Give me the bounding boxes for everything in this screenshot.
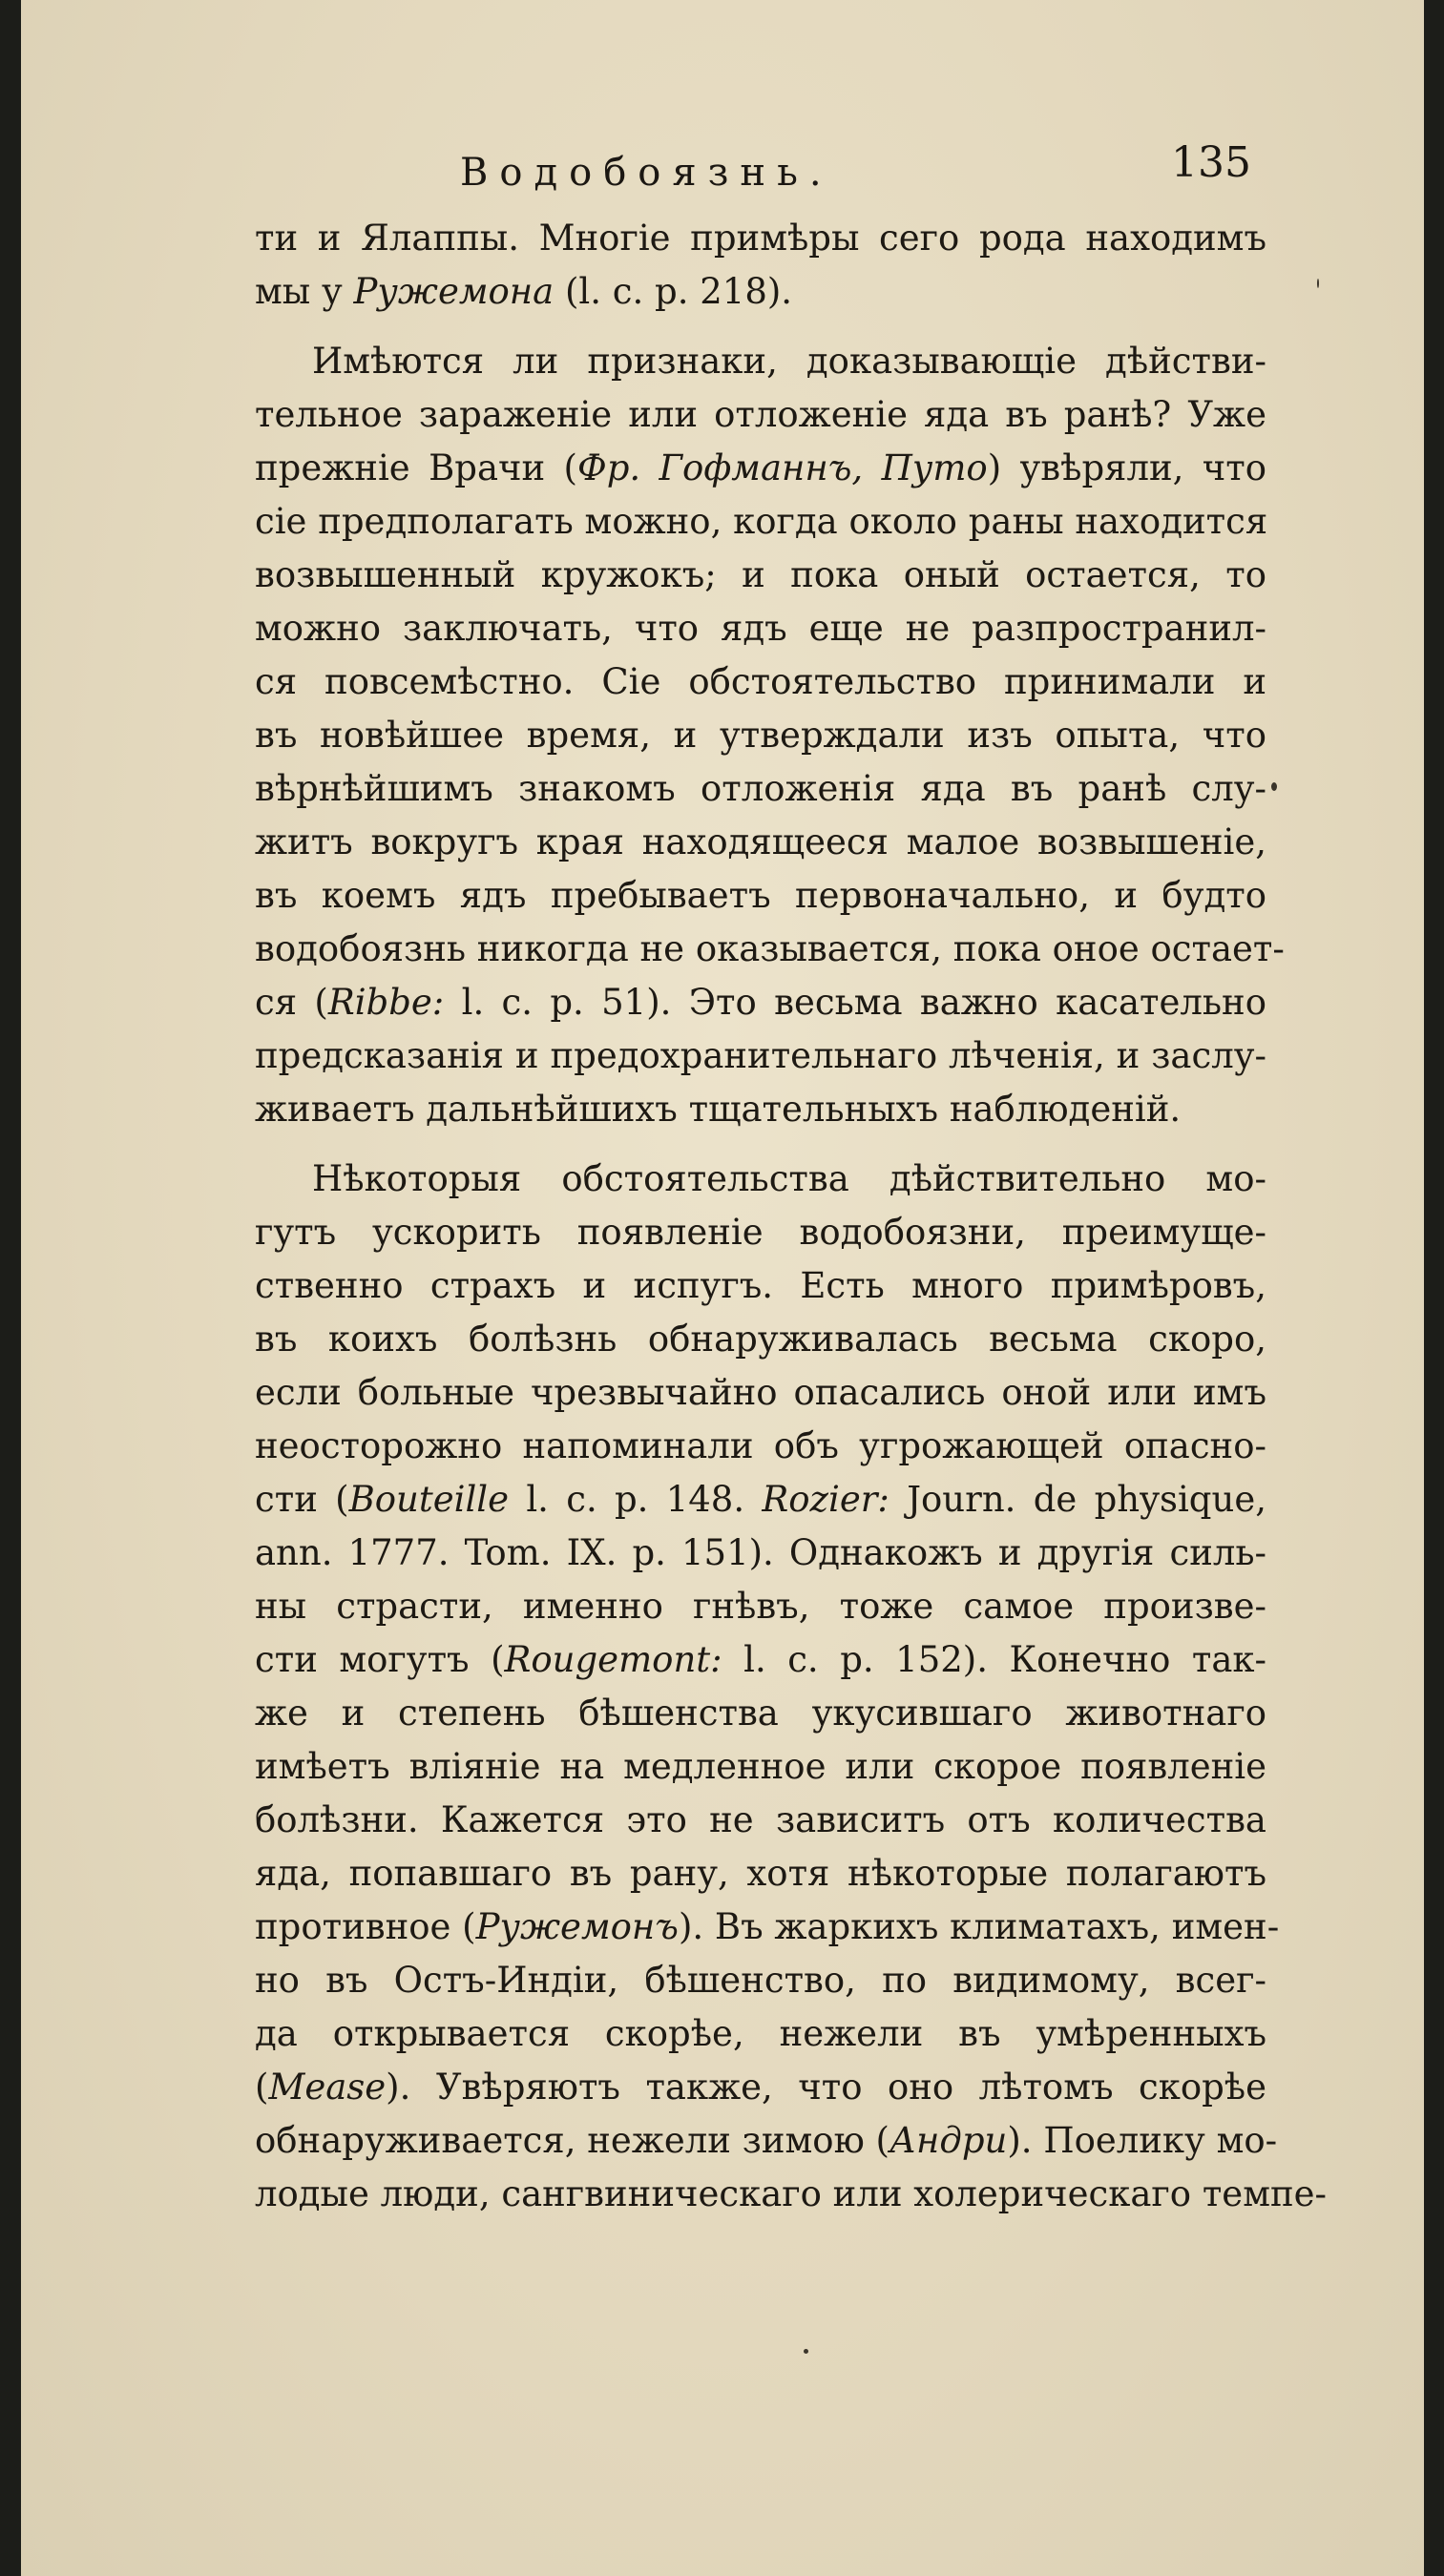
- text-segment: тельное зараженіе или отложеніе яда въ ранѣ? Уже: [255, 394, 1266, 435]
- text-line: [255, 655, 1266, 709]
- text-segment: имѣетъ вліяніе на медленное или скорое появленіе: [255, 1746, 1266, 1787]
- text-line: [255, 1794, 1266, 1847]
- text-line: [255, 335, 1266, 388]
- text-segment: противное (: [255, 1906, 476, 1947]
- italic-reference: Ружемонъ: [475, 1906, 679, 1947]
- text-line: [255, 1206, 1266, 1259]
- text-segment: l. c. p. 152). Конечно так-: [722, 1639, 1267, 1680]
- ink-speck: [1271, 782, 1277, 791]
- text-line: [255, 976, 1266, 1029]
- text-line: [255, 1259, 1266, 1313]
- text-line: [255, 762, 1266, 816]
- text-line: [255, 923, 1285, 976]
- text-line: [255, 1580, 1266, 1633]
- text-line: [255, 265, 1266, 319]
- text-segment: да открывается скорѣе, нежели въ умѣренныхъ: [255, 2013, 1266, 2054]
- text-line: [255, 1473, 1266, 1527]
- italic-reference: Ribbe:: [327, 982, 445, 1023]
- italic-reference: Mease: [268, 2067, 387, 2108]
- text-line: [255, 816, 1266, 869]
- text-segment: сіе предполагать можно, когда около раны находится: [255, 501, 1268, 542]
- text-line: [255, 1366, 1266, 1420]
- text-segment: Journ. de physique,: [889, 1479, 1266, 1520]
- text-line: [255, 1083, 1266, 1136]
- text-segment: же и степень бѣшенства укусившаго животнаго: [255, 1693, 1266, 1734]
- text-line: [255, 549, 1266, 602]
- text-line: [255, 1029, 1266, 1083]
- text-line: [255, 2061, 1266, 2114]
- text-line: [255, 2114, 1278, 2168]
- text-segment: ann. 1777. Tom. IX. p. 151). Однакожъ и другія силь-: [255, 1532, 1266, 1573]
- text-segment: ) увѣряли, что: [987, 447, 1267, 488]
- italic-reference: Андри: [889, 2120, 1008, 2161]
- text-line: [255, 212, 1266, 265]
- text-segment: но въ Остъ-Индіи, бѣшенство, по видимому, всег-: [255, 1960, 1266, 2001]
- text-segment: (l. с. p. 218).: [554, 271, 793, 312]
- paragraph-gap: [255, 319, 1266, 335]
- text-line: [255, 2168, 1328, 2221]
- italic-reference: Фр. Гофманнъ, Пуmo: [576, 447, 988, 488]
- text-segment: неосторожно напоминали объ угрожающей опасно-: [255, 1425, 1266, 1466]
- text-segment: можно заключать, что ядъ еще не разпространил-: [255, 608, 1266, 649]
- text-segment: лодые люди, сангвиническаго или холерическаго темпе-: [255, 2173, 1328, 2214]
- text-segment: вѣрнѣйшимъ знакомъ отложенія яда въ ранѣ слу-: [255, 768, 1266, 809]
- text-segment: болѣзни. Кажется это не зависитъ отъ количества: [255, 1799, 1266, 1840]
- text-segment: ). Увѣряютъ также, что оно лѣтомъ скорѣе: [386, 2067, 1266, 2108]
- text-segment: ). Въ жаркихъ климатахъ, имен-: [678, 1906, 1280, 1947]
- text-segment: гутъ ускорить появленіе водобоязни, преимуще-: [255, 1212, 1266, 1253]
- text-line: [255, 1527, 1266, 1580]
- ink-speck: [1317, 279, 1319, 288]
- text-segment: l. c. p. 148.: [509, 1479, 763, 1520]
- text-line: [255, 1633, 1266, 1687]
- text-segment: водобоязнь никогда не оказывается, пока оное остает-: [255, 928, 1285, 969]
- text-segment: ся (: [255, 982, 328, 1023]
- text-segment: (: [255, 2067, 269, 2108]
- text-segment: предсказанія и предохранительнаго лѣченія, и заслу-: [255, 1035, 1266, 1076]
- text-segment: живаетъ дальнѣйшихъ тщательныхъ наблюденій.: [255, 1089, 1182, 1130]
- text-line: [255, 388, 1266, 442]
- text-segment: если больные чрезвычайно опасались оной или имъ: [255, 1372, 1266, 1413]
- text-line: [255, 709, 1266, 762]
- text-segment: Имѣются ли признаки, доказывающіе дѣйстви-: [312, 341, 1266, 382]
- paragraph-gap: [255, 1136, 1266, 1153]
- text-segment: житъ вокругъ края находящееся малое возвышеніе,: [255, 821, 1266, 862]
- text-line: [255, 869, 1266, 923]
- text-line: [255, 442, 1266, 495]
- book-page: [21, 0, 1424, 2576]
- text-segment: сти (: [255, 1479, 349, 1520]
- body-text: [255, 212, 1328, 2221]
- text-line: [255, 602, 1266, 655]
- text-line: [255, 1687, 1266, 1740]
- text-segment: ся повсемѣстно. Сіе обстоятельство принимали и: [255, 661, 1266, 702]
- ink-speck: [804, 2349, 808, 2354]
- text-line: [255, 495, 1266, 549]
- italic-reference: Rougemont:: [504, 1639, 722, 1680]
- italic-reference: Ружемона: [353, 271, 555, 312]
- text-segment: Нѣкоторыя обстоятельства дѣйствительно мо-: [312, 1158, 1266, 1199]
- text-line: [255, 1420, 1266, 1473]
- text-segment: прежніе Врачи (: [255, 447, 577, 488]
- italic-reference: Rozier:: [762, 1479, 889, 1520]
- text-line: [255, 1954, 1266, 2007]
- italic-reference: Bouteille: [348, 1479, 510, 1520]
- running-title: Водобоязнь.: [460, 151, 833, 195]
- text-line: [255, 1740, 1266, 1794]
- text-segment: ). Поелику мо-: [1007, 2120, 1278, 2161]
- text-segment: l. c. p. 51). Это весьма важно касательно: [444, 982, 1266, 1023]
- text-segment: мы у: [255, 271, 354, 312]
- text-segment: въ новѣйшее время, и утверждали изъ опыта, что: [255, 715, 1266, 756]
- text-segment: яда, попавшаго въ рану, хотя нѣкоторые полагаютъ: [255, 1853, 1266, 1894]
- text-segment: возвышенный кружокъ; и пока оный остается, то: [255, 554, 1266, 595]
- text-line: [255, 2007, 1266, 2061]
- text-segment: ственно страхъ и испугъ. Есть много примѣровъ,: [255, 1265, 1266, 1306]
- text-segment: ти и Ялаппы. Многіе примѣры сего рода находимъ: [255, 218, 1266, 259]
- text-segment: обнаруживается, нежели зимою (: [255, 2120, 889, 2161]
- text-line: [255, 1847, 1266, 1901]
- text-segment: въ коемъ ядъ пребываетъ первоначально, и будто: [255, 875, 1266, 916]
- text-segment: ны страсти, именно гнѣвъ, тоже самое произве-: [255, 1586, 1266, 1627]
- text-line: [255, 1313, 1266, 1366]
- text-segment: сти могутъ (: [255, 1639, 505, 1680]
- text-line: [255, 1153, 1266, 1206]
- text-line: [255, 1901, 1280, 1954]
- page-number: 135: [1171, 138, 1251, 187]
- text-segment: въ коихъ болѣзнь обнаруживалась весьма скоро,: [255, 1319, 1266, 1360]
